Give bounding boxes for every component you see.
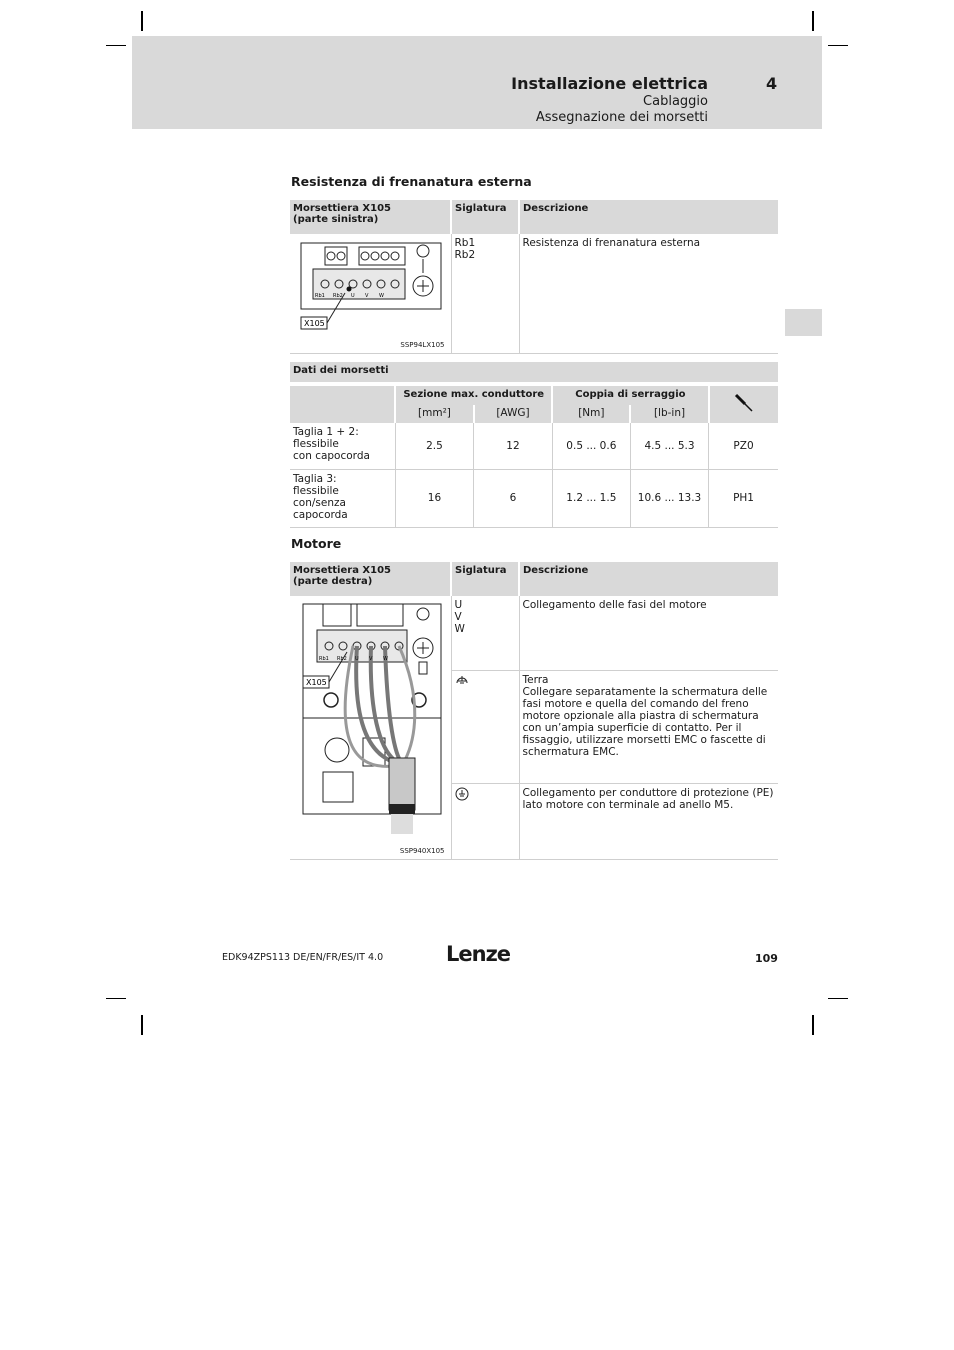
figure-code: SSP94LX105 bbox=[400, 341, 445, 349]
col-header-line: Morsettiera X105 bbox=[293, 203, 392, 214]
terminal-label-rb1: Rb1 bbox=[319, 656, 329, 662]
cell-tool: PH1 bbox=[709, 469, 778, 527]
terminal-label-u: U bbox=[355, 656, 359, 662]
figure-label-x105: X105 bbox=[306, 678, 327, 687]
terminal-label-w: W bbox=[383, 656, 388, 662]
cell-lbin: 10.6 ... 13.3 bbox=[630, 469, 708, 527]
terminal-data-title: Dati dei morsetti bbox=[290, 362, 778, 382]
chapter-subtitle-2: Assegnazione dei morsetti bbox=[535, 110, 708, 125]
brake-terminal-table bbox=[290, 200, 778, 354]
unit-mm2: [mm²] bbox=[395, 405, 473, 423]
terminal-x105-left-figure bbox=[293, 237, 443, 347]
footer-doc-code: EDK94ZPS113 DE/EN/FR/ES/IT 4.0 bbox=[222, 952, 384, 963]
col-header-section: Sezione max. conduttore bbox=[395, 386, 552, 405]
description-phases: Collegamento delle fasi del motore bbox=[519, 596, 778, 670]
terminal-label-rb1: Rb1 bbox=[315, 293, 325, 299]
col-header-descrizione: Descrizione bbox=[519, 562, 778, 596]
crop-mark bbox=[828, 998, 848, 999]
screwdriver-icon bbox=[709, 386, 778, 423]
siglatura-rb1: Rb1 bbox=[454, 237, 476, 249]
terminal-label-v: V bbox=[369, 656, 373, 662]
crop-mark bbox=[141, 11, 143, 31]
description-ground bbox=[519, 670, 778, 783]
crop-mark bbox=[106, 45, 126, 46]
brake-figure-cell bbox=[290, 234, 451, 354]
page-number: 109 bbox=[755, 952, 778, 965]
crop-mark bbox=[812, 1015, 814, 1035]
col-header-line: (parte sinistra) bbox=[293, 214, 379, 225]
table-row bbox=[290, 423, 778, 469]
description-ground-title: Terra bbox=[522, 673, 549, 686]
crop-mark bbox=[812, 11, 814, 31]
cell-nm: 0.5 ... 0.6 bbox=[552, 423, 630, 469]
siglatura-cell bbox=[451, 234, 519, 354]
col-header-siglatura: Siglatura bbox=[451, 562, 519, 596]
crop-mark bbox=[141, 1015, 143, 1035]
row-label-line: capocorda bbox=[293, 508, 348, 521]
terminal-label-rb2: Rb2 bbox=[333, 293, 343, 299]
terminal-data-table bbox=[290, 362, 778, 528]
chapter-side-tab bbox=[785, 309, 822, 336]
row-label bbox=[290, 469, 395, 527]
col-header-terminal bbox=[290, 200, 451, 234]
col-header-line: Morsettiera X105 bbox=[293, 565, 392, 576]
cell-mm2: 16 bbox=[395, 469, 473, 527]
pe-ground-icon-cell bbox=[451, 783, 519, 859]
crop-mark bbox=[828, 45, 848, 46]
shield-ground-icon-cell bbox=[451, 670, 519, 783]
motor-terminal-table bbox=[290, 562, 778, 860]
siglatura-u: U bbox=[454, 599, 463, 611]
shield-ground-icon bbox=[455, 674, 469, 686]
col-header-siglatura: Siglatura bbox=[451, 200, 519, 234]
col-header-terminal bbox=[290, 562, 451, 596]
chapter-subtitle-1: Cablaggio bbox=[643, 94, 708, 109]
terminal-label-rb2: Rb2 bbox=[337, 656, 347, 662]
row-label-line: flessibile bbox=[293, 438, 339, 450]
crop-mark bbox=[106, 998, 126, 999]
col-header-descrizione: Descrizione bbox=[519, 200, 778, 234]
terminal-x105-right-figure bbox=[293, 600, 443, 844]
col-header-torque: Coppia di serraggio bbox=[552, 386, 708, 405]
cell-awg: 6 bbox=[474, 469, 553, 527]
empty-header bbox=[290, 386, 395, 423]
terminal-label-u: U bbox=[351, 293, 355, 299]
terminal-label-w: W bbox=[379, 293, 384, 299]
pe-ground-icon bbox=[455, 787, 469, 801]
description-cell: Resistenza di frenanatura esterna bbox=[519, 234, 778, 354]
siglatura-uvw bbox=[451, 596, 519, 670]
cell-lbin: 4.5 ... 5.3 bbox=[630, 423, 708, 469]
unit-awg: [AWG] bbox=[474, 405, 553, 423]
chapter-title: Installazione elettrica bbox=[511, 74, 708, 93]
row-label bbox=[290, 423, 395, 469]
description-ground-text: Collegare separatamente la schermatura delle fasi motore e quella del comando del freno motore opzionale alla piastra di schermatura con un’ampia superficie di contatto. Per il fissaggio, utilizzare morsetti EMC o fascette di schermatura EMC. bbox=[522, 685, 768, 758]
row-label-line: con capocorda bbox=[293, 450, 370, 462]
cell-nm: 1.2 ... 1.5 bbox=[552, 469, 630, 527]
cell-awg: 12 bbox=[474, 423, 553, 469]
row-label-line: Taglia 3: bbox=[293, 472, 337, 485]
figure-label-x105: X105 bbox=[304, 319, 325, 328]
row-label-line: Taglia 1 + 2: bbox=[293, 426, 359, 438]
header-band bbox=[132, 36, 822, 129]
screwdriver-icon-svg bbox=[733, 392, 755, 414]
row-label-line: flessibile bbox=[293, 484, 339, 497]
siglatura-w: W bbox=[454, 623, 465, 635]
description-pe: Collegamento per conduttore di protezione (PE) lato motore con terminale ad anello M5. bbox=[519, 783, 778, 859]
cell-mm2: 2.5 bbox=[395, 423, 473, 469]
cell-tool: PZ0 bbox=[709, 423, 778, 469]
motor-figure-cell bbox=[290, 596, 451, 859]
table-row bbox=[290, 469, 778, 527]
figure-code: SSP940X105 bbox=[399, 846, 445, 855]
lenze-logo: Lenze bbox=[446, 942, 511, 966]
unit-lbin: [lb-in] bbox=[630, 405, 708, 423]
siglatura-v: V bbox=[454, 611, 462, 623]
terminal-label-v: V bbox=[365, 293, 369, 299]
section-title-motor: Motore bbox=[291, 536, 342, 551]
chapter-number: 4 bbox=[766, 74, 778, 93]
section-title-brake: Resistenza di frenanatura esterna bbox=[291, 174, 532, 189]
siglatura-rb2: Rb2 bbox=[454, 249, 476, 261]
row-label-line: con/senza bbox=[293, 496, 346, 509]
unit-nm: [Nm] bbox=[552, 405, 630, 423]
col-header-line: (parte destra) bbox=[293, 576, 373, 587]
